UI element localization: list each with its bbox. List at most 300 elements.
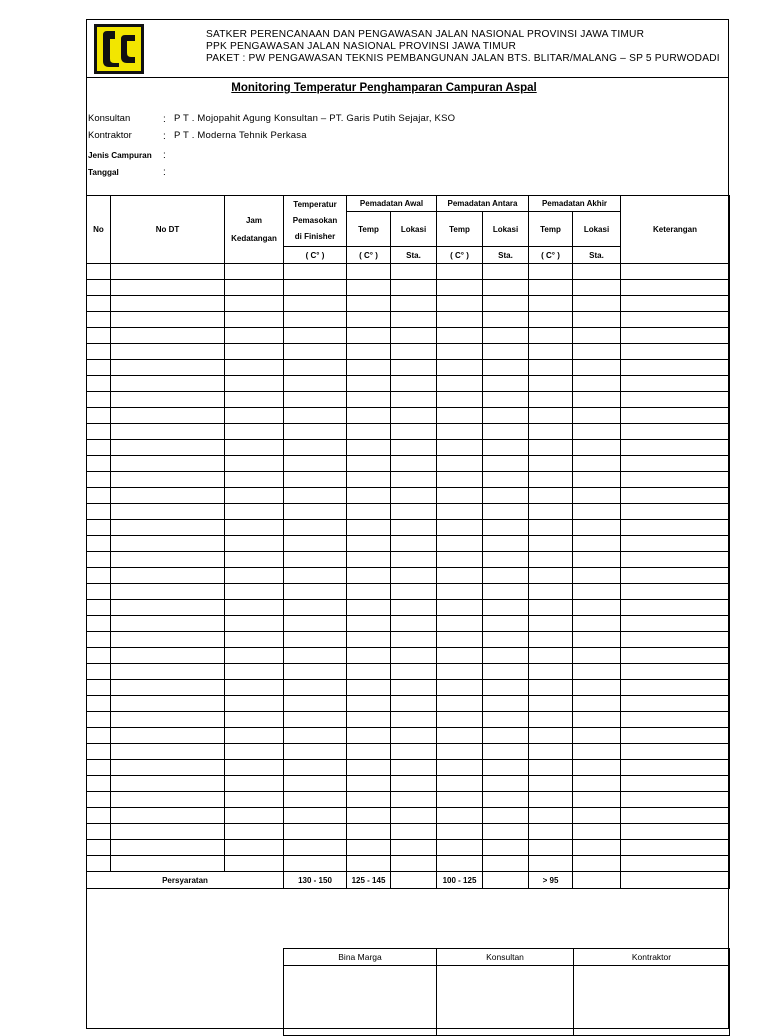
table-cell: [111, 712, 225, 728]
table-cell: [483, 568, 529, 584]
table-cell: [437, 760, 483, 776]
table-cell: [347, 328, 391, 344]
table-cell: [225, 424, 284, 440]
table-cell: [391, 744, 437, 760]
table-cell: [87, 280, 111, 296]
konsultan-label: Konsultan: [88, 113, 131, 124]
table-cell: [391, 424, 437, 440]
table-cell: [87, 584, 111, 600]
table-cell: [391, 840, 437, 856]
table-cell: [573, 440, 621, 456]
table-cell: [391, 568, 437, 584]
table-cell: [111, 728, 225, 744]
table-cell: [573, 360, 621, 376]
table-cell: [621, 584, 730, 600]
table-cell: [529, 360, 573, 376]
table-cell: [225, 552, 284, 568]
table-cell: [621, 568, 730, 584]
table-row: [87, 824, 730, 840]
table-row: [87, 312, 730, 328]
table-cell: [483, 600, 529, 616]
table-cell: [111, 536, 225, 552]
table-cell: [437, 696, 483, 712]
table-cell: [391, 280, 437, 296]
table-cell: [391, 472, 437, 488]
table-cell: [437, 296, 483, 312]
header-divider: [86, 77, 729, 78]
jam-text: Jam: [245, 215, 262, 225]
table-row: [87, 856, 730, 872]
table-row: [87, 520, 730, 536]
table-cell: [621, 360, 730, 376]
table-cell: [621, 808, 730, 824]
table-cell: [573, 520, 621, 536]
akhir-temp-header: Temp: [529, 212, 573, 247]
table-cell: [437, 312, 483, 328]
table-row: [87, 440, 730, 456]
table-cell: [284, 376, 347, 392]
table-cell: [483, 408, 529, 424]
table-cell: [483, 648, 529, 664]
table-row: [87, 360, 730, 376]
table-cell: [573, 280, 621, 296]
akhir-unit: ( C° ): [529, 247, 573, 264]
table-cell: [284, 520, 347, 536]
table-cell: [111, 504, 225, 520]
monitoring-table: [86, 195, 730, 889]
table-cell: [284, 776, 347, 792]
col-no-dt-header: No DT: [111, 196, 225, 264]
table-cell: [573, 744, 621, 760]
table-cell: [621, 408, 730, 424]
table-cell: [284, 664, 347, 680]
table-cell: [111, 328, 225, 344]
table-cell: [347, 552, 391, 568]
table-cell: [529, 792, 573, 808]
table-cell: [437, 344, 483, 360]
table-cell: [621, 632, 730, 648]
table-row: [87, 408, 730, 424]
table-cell: [529, 376, 573, 392]
table-cell: [573, 296, 621, 312]
table-cell: [529, 504, 573, 520]
signature-table: [283, 948, 730, 1036]
temperatur-text: Temperatur: [293, 200, 337, 209]
table-cell: [391, 712, 437, 728]
table-cell: [529, 744, 573, 760]
table-cell: [87, 488, 111, 504]
table-cell: [621, 712, 730, 728]
table-cell: [621, 664, 730, 680]
table-cell: [347, 440, 391, 456]
table-cell: [391, 776, 437, 792]
table-cell: [391, 536, 437, 552]
table-cell: [437, 520, 483, 536]
table-cell: [225, 520, 284, 536]
antara-unit: ( C° ): [437, 247, 483, 264]
table-cell: [111, 312, 225, 328]
table-cell: [347, 792, 391, 808]
table-cell: [87, 440, 111, 456]
table-cell: [621, 760, 730, 776]
table-cell: [391, 632, 437, 648]
table-cell: [529, 664, 573, 680]
table-cell: [225, 344, 284, 360]
table-cell: [437, 328, 483, 344]
persyaratan-label: Persyaratan: [87, 872, 284, 889]
table-cell: [111, 808, 225, 824]
table-cell: [87, 568, 111, 584]
table-cell: [111, 568, 225, 584]
table-cell: [621, 856, 730, 872]
table-cell: [111, 840, 225, 856]
table-cell: [529, 840, 573, 856]
table-cell: [573, 536, 621, 552]
table-cell: [483, 328, 529, 344]
table-cell: [284, 472, 347, 488]
kedatangan-text: Kedatangan: [231, 233, 277, 243]
tanggal-label: Tanggal: [88, 168, 119, 177]
antara-temp-header: Temp: [437, 212, 483, 247]
table-cell: [284, 536, 347, 552]
table-cell: [284, 696, 347, 712]
finisher-unit: ( C° ): [284, 247, 347, 264]
table-cell: [87, 456, 111, 472]
table-cell: [111, 824, 225, 840]
table-cell: [529, 728, 573, 744]
jenis-campuran-colon: :: [163, 150, 166, 161]
table-row: [87, 344, 730, 360]
table-cell: [87, 360, 111, 376]
table-cell: [621, 280, 730, 296]
table-cell: [573, 760, 621, 776]
table-cell: [529, 776, 573, 792]
table-cell: [111, 296, 225, 312]
table-cell: [573, 392, 621, 408]
table-cell: [284, 264, 347, 280]
table-row: [87, 328, 730, 344]
table-cell: [391, 808, 437, 824]
table-cell: [284, 840, 347, 856]
table-cell: [87, 264, 111, 280]
table-cell: [483, 312, 529, 328]
table-cell: [111, 664, 225, 680]
table-cell: [437, 648, 483, 664]
table-cell: [225, 584, 284, 600]
table-cell: [111, 424, 225, 440]
table-cell: [621, 744, 730, 760]
table-cell: [111, 744, 225, 760]
table-cell: [391, 408, 437, 424]
table-cell: [621, 696, 730, 712]
table-cell: [284, 296, 347, 312]
table-cell: [483, 344, 529, 360]
table-cell: [621, 456, 730, 472]
col-no-header: No: [87, 196, 111, 264]
table-cell: [529, 392, 573, 408]
table-cell: [437, 408, 483, 424]
table-cell: [111, 616, 225, 632]
table-cell: [111, 488, 225, 504]
table-row: [87, 584, 730, 600]
table-row: [87, 280, 730, 296]
table-row: [87, 472, 730, 488]
table-cell: [284, 392, 347, 408]
table-cell: [347, 360, 391, 376]
table-row: [87, 808, 730, 824]
table-cell: [621, 264, 730, 280]
table-cell: [347, 280, 391, 296]
table-cell: [483, 488, 529, 504]
table-cell: [391, 264, 437, 280]
tanggal-colon: :: [163, 167, 166, 178]
table-cell: [621, 648, 730, 664]
table-cell: [111, 792, 225, 808]
table-cell: [87, 312, 111, 328]
table-cell: [573, 264, 621, 280]
table-cell: [621, 312, 730, 328]
kontraktor-label: Kontraktor: [88, 130, 132, 141]
table-cell: [284, 744, 347, 760]
table-cell: [284, 712, 347, 728]
table-cell: [225, 392, 284, 408]
table-cell: [621, 840, 730, 856]
table-cell: [483, 440, 529, 456]
table-cell: [529, 264, 573, 280]
table-cell: [573, 792, 621, 808]
table-cell: [621, 344, 730, 360]
col-temp-finisher-header: [284, 196, 347, 247]
table-cell: [573, 856, 621, 872]
table-cell: [347, 760, 391, 776]
table-row: [87, 680, 730, 696]
table-cell: [437, 792, 483, 808]
table-cell: [483, 584, 529, 600]
table-cell: [347, 856, 391, 872]
table-cell: [284, 616, 347, 632]
header-line-3: PAKET : PW PENGAWASAN TEKNIS PEMBANGUNAN JALAN BTS. BLITAR/MALANG – SP 5 PURWODADI: [206, 53, 720, 64]
table-cell: [87, 760, 111, 776]
table-cell: [573, 552, 621, 568]
table-cell: [284, 808, 347, 824]
table-cell: [225, 648, 284, 664]
table-cell: [391, 296, 437, 312]
col-antara-header: Pemadatan Antara: [437, 196, 529, 212]
table-cell: [391, 616, 437, 632]
table-cell: [483, 504, 529, 520]
table-cell: [225, 488, 284, 504]
table-cell: [483, 520, 529, 536]
table-cell: [111, 344, 225, 360]
table-cell: [529, 760, 573, 776]
table-cell: [284, 632, 347, 648]
table-cell: [621, 520, 730, 536]
table-cell: [284, 856, 347, 872]
table-cell: [87, 840, 111, 856]
finisher-text: di Finisher: [294, 232, 336, 241]
table-cell: [529, 600, 573, 616]
table-row: [87, 600, 730, 616]
sig-konsultan-header: Konsultan: [437, 949, 574, 966]
table-cell: [284, 424, 347, 440]
table-cell: [284, 792, 347, 808]
table-row: [87, 792, 730, 808]
kontraktor-value: P T . Moderna Tehnik Perkasa: [174, 130, 307, 141]
table-cell: [573, 824, 621, 840]
table-cell: [483, 552, 529, 568]
table-cell: [391, 328, 437, 344]
table-cell: [391, 728, 437, 744]
table-cell: [529, 632, 573, 648]
table-cell: [347, 824, 391, 840]
table-cell: [111, 648, 225, 664]
table-cell: [529, 648, 573, 664]
table-cell: [529, 344, 573, 360]
req-finisher: 130 - 150: [284, 872, 347, 889]
table-cell: [87, 424, 111, 440]
table-cell: [437, 808, 483, 824]
table-cell: [347, 472, 391, 488]
table-cell: [225, 808, 284, 824]
table-cell: [621, 824, 730, 840]
table-cell: [391, 552, 437, 568]
table-cell: [347, 584, 391, 600]
table-cell: [437, 600, 483, 616]
table-cell: [87, 696, 111, 712]
table-cell: [529, 520, 573, 536]
table-cell: [87, 376, 111, 392]
table-cell: [621, 440, 730, 456]
konsultan-value: P T . Mojopahit Agung Konsultan – PT. Garis Putih Sejajar, KSO: [174, 113, 456, 124]
table-cell: [284, 408, 347, 424]
table-cell: [225, 456, 284, 472]
col-jam-header: [225, 196, 284, 264]
table-cell: [573, 632, 621, 648]
table-cell: [87, 776, 111, 792]
table-cell: [225, 680, 284, 696]
table-cell: [111, 584, 225, 600]
table-cell: [621, 536, 730, 552]
table-row: [87, 264, 730, 280]
table-cell: [621, 792, 730, 808]
table-row: [87, 488, 730, 504]
table-cell: [111, 472, 225, 488]
form-title: Monitoring Temperatur Penghamparan Campuran Aspal: [231, 82, 537, 94]
table-row: [87, 712, 730, 728]
req-antara: 100 - 125: [437, 872, 483, 889]
table-cell: [87, 728, 111, 744]
table-cell: [347, 312, 391, 328]
table-cell: [437, 856, 483, 872]
table-cell: [111, 360, 225, 376]
table-cell: [621, 552, 730, 568]
table-cell: [391, 456, 437, 472]
table-cell: [529, 808, 573, 824]
table-cell: [284, 600, 347, 616]
table-cell: [573, 728, 621, 744]
table-cell: [529, 712, 573, 728]
table-row: [87, 840, 730, 856]
table-cell: [573, 584, 621, 600]
table-cell: [391, 440, 437, 456]
table-cell: [347, 264, 391, 280]
table-cell: [437, 824, 483, 840]
col-akhir-header: Pemadatan Akhir: [529, 196, 621, 212]
table-cell: [284, 328, 347, 344]
table-cell: [483, 712, 529, 728]
table-cell: [111, 456, 225, 472]
table-cell: [621, 472, 730, 488]
table-cell: [483, 744, 529, 760]
sig-kontraktor-header: Kontraktor: [574, 949, 730, 966]
table-cell: [483, 792, 529, 808]
table-cell: [87, 632, 111, 648]
akhir-lokasi-header: Lokasi: [573, 212, 621, 247]
table-cell: [111, 632, 225, 648]
table-cell: [437, 376, 483, 392]
table-cell: [437, 392, 483, 408]
table-cell: [437, 568, 483, 584]
table-cell: [391, 600, 437, 616]
table-cell: [483, 808, 529, 824]
table-cell: [225, 792, 284, 808]
table-cell: [347, 376, 391, 392]
table-row: [87, 376, 730, 392]
table-cell: [225, 776, 284, 792]
table-cell: [111, 264, 225, 280]
table-cell: [437, 360, 483, 376]
table-row: [87, 664, 730, 680]
table-cell: [111, 520, 225, 536]
table-cell: [347, 712, 391, 728]
table-cell: [87, 520, 111, 536]
table-cell: [529, 488, 573, 504]
table-cell: [483, 632, 529, 648]
table-cell: [529, 824, 573, 840]
table-cell: [621, 296, 730, 312]
table-cell: [225, 696, 284, 712]
table-cell: [347, 648, 391, 664]
table-cell: [225, 264, 284, 280]
table-cell: [347, 600, 391, 616]
table-row: [87, 616, 730, 632]
table-cell: [529, 680, 573, 696]
table-cell: [483, 840, 529, 856]
table-cell: [87, 744, 111, 760]
table-cell: [437, 280, 483, 296]
table-cell: [573, 312, 621, 328]
header-line-2: PPK PENGAWASAN JALAN NASIONAL PROVINSI JAWA TIMUR: [206, 41, 517, 52]
table-cell: [284, 568, 347, 584]
awal-lokasi-header: Lokasi: [391, 212, 437, 247]
table-cell: [87, 616, 111, 632]
table-cell: [111, 440, 225, 456]
table-row: [87, 504, 730, 520]
table-cell: [573, 376, 621, 392]
table-row: [87, 728, 730, 744]
table-cell: [347, 296, 391, 312]
table-cell: [347, 808, 391, 824]
table-row: [87, 760, 730, 776]
table-cell: [391, 360, 437, 376]
pemasokan-text: Pemasokan: [292, 216, 338, 225]
table-cell: [529, 584, 573, 600]
table-cell: [87, 664, 111, 680]
table-cell: [284, 344, 347, 360]
table-cell: [483, 664, 529, 680]
table-cell: [621, 776, 730, 792]
table-cell: [621, 376, 730, 392]
